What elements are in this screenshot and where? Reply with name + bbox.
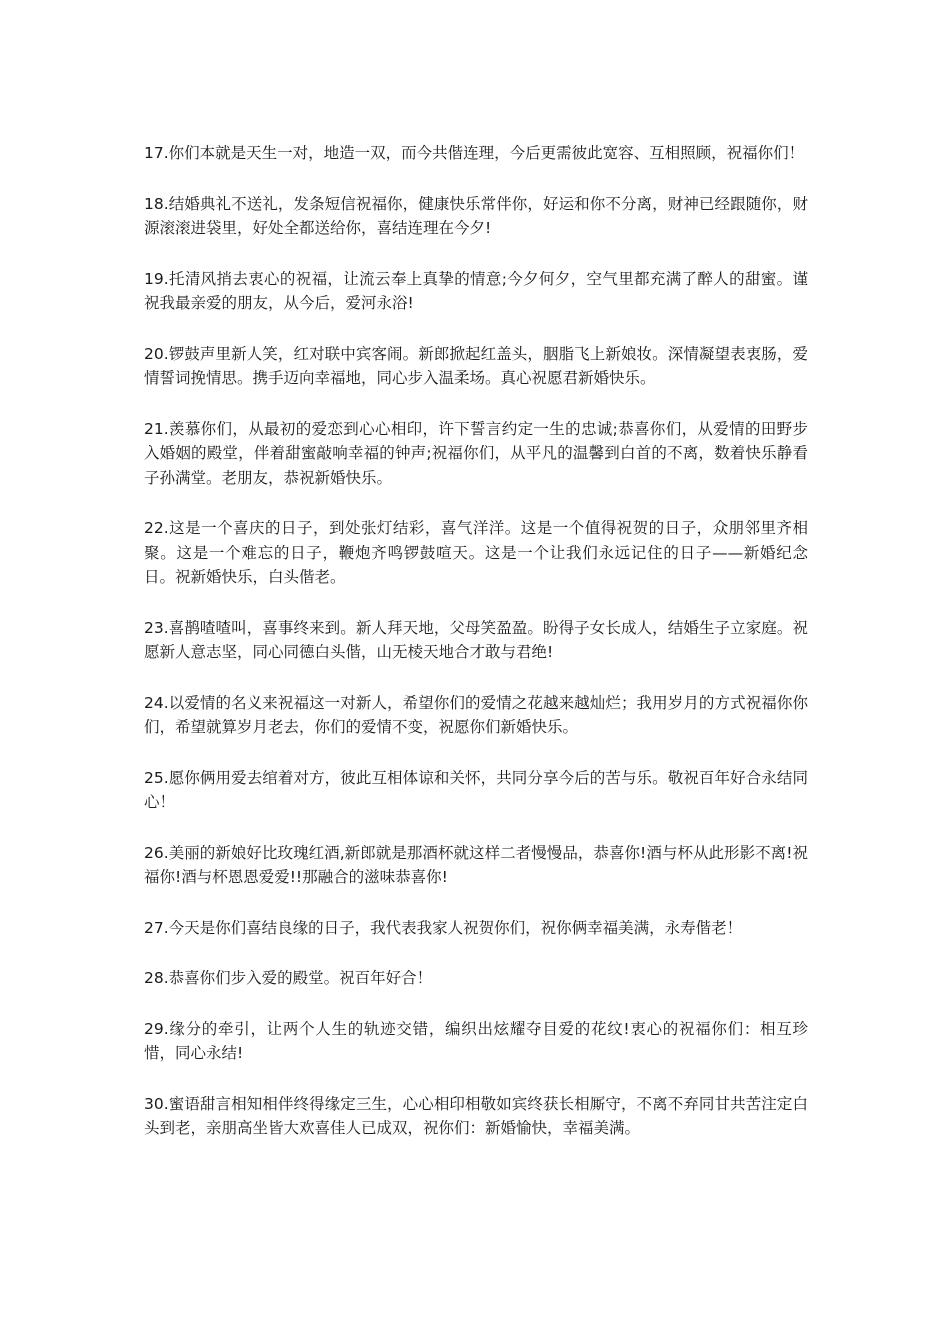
paragraph-24: 24.以爱情的名义来祝福这一对新人，希望你们的爱情之花越来越灿烂；我用岁月的方式祝福你你们，希望就算岁月老去，你们的爱情不变，祝愿你们新婚快乐。 (144, 693, 808, 736)
paragraph-30: 30.蜜语甜言相知相伴终得缘定三生，心心相印相敬如宾终获长相厮守，不离不弃同甘共苦注定白头到老，亲朋高坐皆大欢喜佳人已成双，祝你们：新婚愉快，幸福美满。 (144, 1094, 808, 1137)
paragraph-20: 20.锣鼓声里新人笑，红对联中宾客闹。新郎掀起红盖头，胭脂飞上新娘妆。深情凝望表衷肠，爱情誓词挽情思。携手迈向幸福地，同心步入温柔场。真心祝愿君新婚快乐。 (144, 344, 808, 387)
paragraph-21: 21.羡慕你们，从最初的爱恋到心心相印，许下誓言约定一生的忠诚;恭喜你们，从爱情的田野步入婚姻的殿堂，伴着甜蜜敲响幸福的钟声;祝福你们，从平凡的温馨到白首的不离，数着快乐静看子孙满堂。老朋友，恭祝新婚快乐。 (144, 419, 808, 487)
paragraph-25: 25.愿你俩用爱去绾着对方，彼此互相体谅和关怀，共同分享今后的苦与乐。敬祝百年好合永结同心！ (144, 768, 808, 811)
document-body (144, 141, 808, 1167)
paragraph-23: 23.喜鹊喳喳叫，喜事终来到。新人拜天地，父母笑盈盈。盼得子女长成人，结婚生子立家庭。祝愿新人意志坚，同心同德白头偕，山无棱天地合才敢与君绝! (144, 618, 808, 661)
paragraph-22: 22.这是一个喜庆的日子，到处张灯结彩，喜气洋洋。这是一个值得祝贺的日子，众朋邻里齐相聚。这是一个难忘的日子，鞭炮齐鸣锣鼓喧天。这是一个让我们永远记住的日子——新婚纪念日。祝新婚快乐，白头偕老。 (144, 519, 808, 586)
paragraph-17: 17.你们本就是天生一对，地造一双，而今共偕连理，今后更需彼此宽容、互相照顾，祝福你们！ (144, 144, 805, 162)
paragraph-26: 26.美丽的新娘好比玫瑰红酒,新郎就是那酒杯就这样二者慢慢品，恭喜你!酒与杯从此形影不离!祝福你!酒与杯恩恩爱爱!!那融合的滋味恭喜你! (144, 843, 808, 886)
paragraph-29: 29.缘分的牵引，让两个人生的轨迹交错，编织出炫耀夺目爱的花纹!衷心的祝福你们：相互珍惜，同心永结! (144, 1019, 808, 1062)
paragraph-18: 18.结婚典礼不送礼，发条短信祝福你，健康快乐常伴你，好运和你不分离，财神已经跟随你，财源滚滚进袋里，好处全都送给你，喜结连理在今夕! (144, 194, 808, 237)
paragraph-27: 27.今天是你们喜结良缘的日子，我代表我家人祝贺你们，祝你俩幸福美满，永寿偕老！ (144, 918, 743, 937)
paragraph-28: 28.恭喜你们步入爱的殿堂。祝百年好合！ (144, 969, 433, 987)
paragraph-19: 19.托清风捎去衷心的祝福，让流云奉上真挚的情意;今夕何夕，空气里都充满了醉人的甜蜜。谨祝我最亲爱的朋友，从今后，爱河永浴! (144, 269, 808, 312)
